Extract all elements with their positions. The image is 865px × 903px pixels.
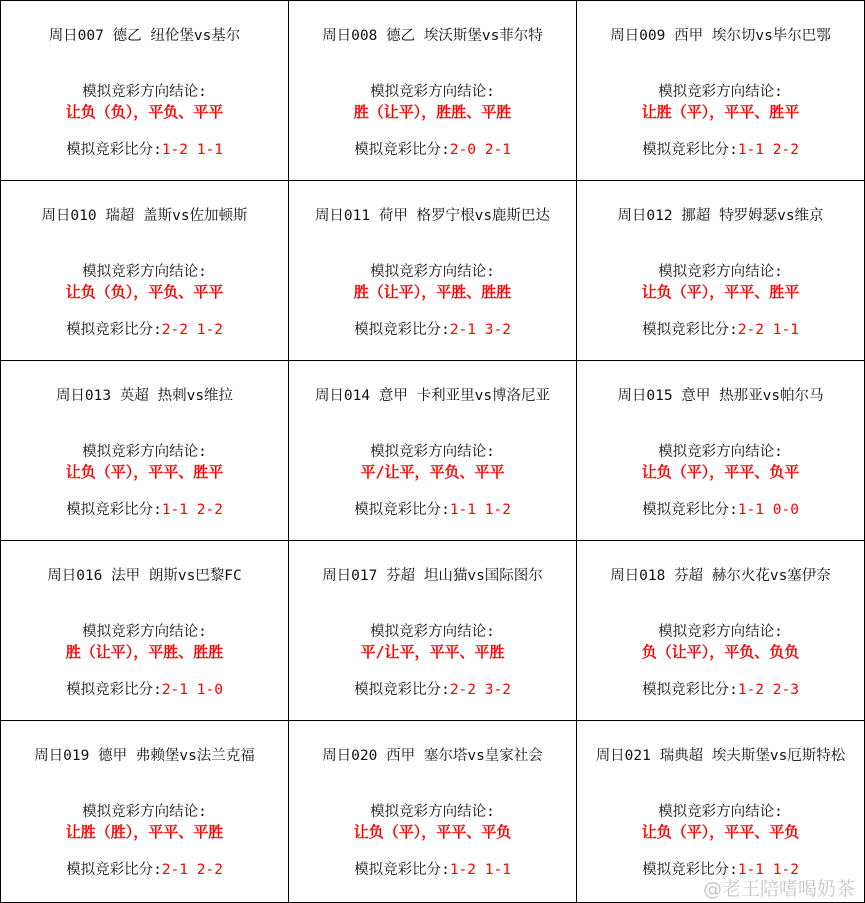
- direction-value: 胜（让平），平胜、胜胜: [65, 643, 224, 661]
- direction-value: 胜（让平），胜胜、平胜: [353, 103, 512, 121]
- match-title: 周日012 挪超 特罗姆瑟vs维京: [617, 208, 824, 224]
- direction-label: 模拟竞彩方向结论:: [658, 264, 783, 280]
- match-title: 周日020 西甲 塞尔塔vs皇家社会: [322, 748, 543, 764]
- direction-label: 模拟竞彩方向结论:: [658, 444, 783, 460]
- score-label: 模拟竞彩比分:: [642, 502, 738, 518]
- score-line: [1, 140, 288, 160]
- match-title: 周日018 芬超 赫尔火花vs塞伊奈: [610, 568, 831, 584]
- match-title: 周日010 瑞超 盖斯vs佐加顿斯: [41, 208, 248, 224]
- match-title: 周日019 德甲 弗赖堡vs法兰克福: [34, 748, 255, 764]
- score-line: [1, 860, 288, 880]
- score-line: [577, 140, 864, 160]
- score-line: [577, 680, 864, 700]
- score-value: 2-2 1-1: [737, 322, 799, 338]
- match-card: [0, 541, 289, 721]
- match-card: [289, 181, 577, 361]
- score-label: 模拟竞彩比分:: [66, 502, 162, 518]
- match-title: 周日007 德乙 纽伦堡vs基尔: [48, 28, 241, 44]
- score-label: 模拟竞彩比分:: [66, 862, 162, 878]
- score-value: 1-1 1-2: [449, 502, 511, 518]
- direction-value: 胜（让平），平胜、胜胜: [353, 283, 512, 301]
- score-label: 模拟竞彩比分:: [642, 142, 738, 158]
- match-card: [577, 361, 865, 541]
- score-value: 2-1 3-2: [449, 322, 511, 338]
- match-card: [577, 0, 865, 181]
- score-line: [577, 320, 864, 340]
- direction-label: 模拟竞彩方向结论:: [82, 84, 207, 100]
- score-label: 模拟竞彩比分:: [66, 322, 162, 338]
- direction-value: 让负（平），平平、平负: [353, 823, 512, 841]
- direction-label: 模拟竞彩方向结论:: [82, 264, 207, 280]
- direction-value: 让负（负），平负、平平: [65, 283, 224, 301]
- score-label: 模拟竞彩比分:: [354, 322, 450, 338]
- direction-value: 平/让平，平平、平胜: [360, 643, 505, 661]
- score-label: 模拟竞彩比分:: [354, 502, 450, 518]
- score-line: [289, 680, 576, 700]
- score-value: 2-2 3-2: [449, 682, 511, 698]
- score-line: [1, 680, 288, 700]
- direction-value: 平/让平，平负、平平: [360, 463, 505, 481]
- match-card: [0, 721, 289, 903]
- direction-label: 模拟竞彩方向结论:: [370, 84, 495, 100]
- score-value: 2-1 2-2: [161, 862, 223, 878]
- score-value: 1-1 1-2: [737, 862, 799, 878]
- score-value: 2-2 1-2: [161, 322, 223, 338]
- direction-label: 模拟竞彩方向结论:: [370, 624, 495, 640]
- direction-label: 模拟竞彩方向结论:: [370, 264, 495, 280]
- direction-value: 让负（负），平负、平平: [65, 103, 224, 121]
- score-label: 模拟竞彩比分:: [642, 322, 738, 338]
- match-title: 周日016 法甲 朗斯vs巴黎FC: [47, 568, 242, 584]
- match-card: [289, 361, 577, 541]
- score-line: [289, 320, 576, 340]
- direction-label: 模拟竞彩方向结论:: [370, 804, 495, 820]
- watermark: @老王陪嗜喝奶茶: [702, 878, 855, 900]
- score-value: 2-1 1-0: [161, 682, 223, 698]
- match-title: 周日011 荷甲 格罗宁根vs鹿斯巴达: [314, 208, 551, 224]
- match-title: 周日009 西甲 埃尔切vs毕尔巴鄂: [610, 28, 831, 44]
- score-value: 2-0 2-1: [449, 142, 511, 158]
- direction-label: 模拟竞彩方向结论:: [82, 624, 207, 640]
- score-line: [289, 140, 576, 160]
- match-title: 周日008 德乙 埃沃斯堡vs菲尔特: [322, 28, 543, 44]
- match-card: [577, 541, 865, 721]
- score-line: [289, 860, 576, 880]
- match-title: 周日021 瑞典超 埃夫斯堡vs厄斯特松: [595, 748, 846, 764]
- direction-label: 模拟竞彩方向结论:: [658, 84, 783, 100]
- score-line: [577, 500, 864, 520]
- score-value: 1-1 2-2: [737, 142, 799, 158]
- score-value: 1-1 2-2: [161, 502, 223, 518]
- direction-label: 模拟竞彩方向结论:: [82, 444, 207, 460]
- direction-value: 负（让平），平负、负负: [641, 643, 800, 661]
- match-card: [577, 181, 865, 361]
- score-line: [1, 500, 288, 520]
- score-value: 1-2 2-3: [737, 682, 799, 698]
- match-title: 周日017 芬超 坦山猫vs国际图尔: [322, 568, 543, 584]
- score-line: [289, 500, 576, 520]
- direction-value: 让胜（平），平平、胜平: [641, 103, 800, 121]
- direction-label: 模拟竞彩方向结论:: [82, 804, 207, 820]
- match-title: 周日013 英超 热刺vs维拉: [55, 388, 234, 404]
- match-card: [0, 361, 289, 541]
- match-card: [289, 721, 577, 903]
- match-card: [0, 181, 289, 361]
- direction-value: 让负（平），平平、胜平: [641, 283, 800, 301]
- score-label: 模拟竞彩比分:: [66, 682, 162, 698]
- match-title: 周日015 意甲 热那亚vs帕尔马: [617, 388, 824, 404]
- direction-label: 模拟竞彩方向结论:: [370, 444, 495, 460]
- match-card: [289, 541, 577, 721]
- direction-label: 模拟竞彩方向结论:: [658, 624, 783, 640]
- direction-value: 让负（平），平平、胜平: [65, 463, 224, 481]
- score-value: 1-1 0-0: [737, 502, 799, 518]
- direction-value: 让胜（胜），平平、平胜: [65, 823, 224, 841]
- direction-value: 让负（平），平平、平负: [641, 823, 800, 841]
- score-label: 模拟竞彩比分:: [354, 142, 450, 158]
- match-card: [289, 0, 577, 181]
- score-label: 模拟竞彩比分:: [642, 862, 738, 878]
- score-label: 模拟竞彩比分:: [354, 682, 450, 698]
- match-card: [0, 0, 289, 181]
- score-value: 1-2 1-1: [449, 862, 511, 878]
- direction-value: 让负（平），平平、负平: [641, 463, 800, 481]
- match-title: 周日014 意甲 卡利亚里vs博洛尼亚: [314, 388, 551, 404]
- score-label: 模拟竞彩比分:: [354, 862, 450, 878]
- score-line: [1, 320, 288, 340]
- direction-label: 模拟竞彩方向结论:: [658, 804, 783, 820]
- score-label: 模拟竞彩比分:: [66, 142, 162, 158]
- score-value: 1-2 1-1: [161, 142, 223, 158]
- score-label: 模拟竞彩比分:: [642, 682, 738, 698]
